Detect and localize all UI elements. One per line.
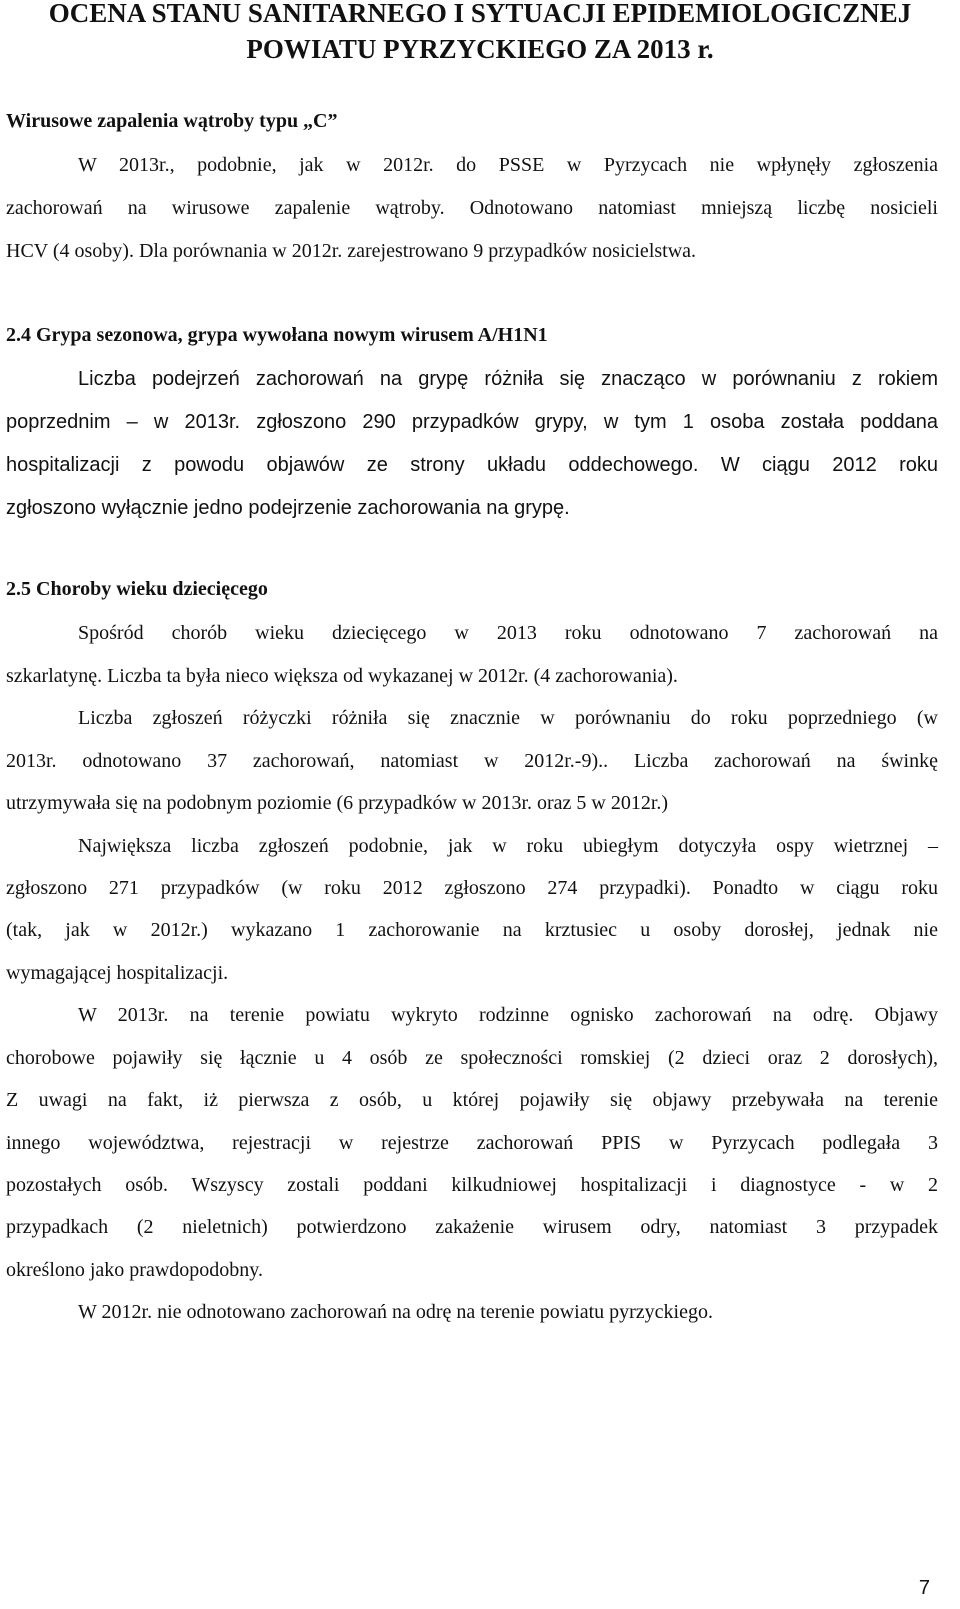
childhood-line-3: Liczba zgłoszeń różyczki różniła się znacznie w porównaniu do roku poprzedniego (w [78, 707, 938, 729]
childhood-line-5: utrzymywała się na podobnym poziomie (6 przypadków w 2013r. oraz 5 w 2012r.) [6, 792, 669, 814]
section-heading-flu: 2.4 Grypa sezonowa, grypa wywołana nowym wirusem A/H1N1 [6, 324, 548, 346]
hcv-line-2: zachorowań na wirusowe zapalenie wątroby. Odnotowano natomiast mniejszą liczbę nosicieli [6, 197, 938, 219]
childhood-line-14: pozostałych osób. Wszyscy zostali poddani kilkudniowej hospitalizacji i diagnostyce - w 2 [6, 1174, 938, 1196]
section-heading-hcv: Wirusowe zapalenia wątroby typu „C” [6, 110, 338, 132]
childhood-line-11: chorobowe pojawiły się łącznie u 4 osób ze społeczności romskiej (2 dzieci oraz 2 dorosłych), [6, 1047, 938, 1069]
flu-line-2: poprzednim – w 2013r. zgłoszono 290 przypadków grypy, w tym 1 osoba została poddana [6, 411, 938, 433]
childhood-line-2: szkarlatynę. Liczba ta była nieco większa od wykazanej w 2012r. (4 zachorowania). [6, 665, 678, 687]
childhood-line-13: innego województwa, rejestracji w rejestrze zachorowań PPIS w Pyrzycach podlegała 3 [6, 1132, 938, 1154]
hcv-line-3: HCV (4 osoby). Dla porównania w 2012r. zarejestrowano 9 przypadków nosicielstwa. [6, 240, 697, 262]
hcv-line-1: W 2013r., podobnie, jak w 2012r. do PSSE w Pyrzycach nie wpłynęły zgłoszenia [78, 154, 938, 176]
childhood-line-15: przypadkach (2 nieletnich) potwierdzono zakażenie wirusem odry, natomiast 3 przypadek [6, 1216, 938, 1238]
childhood-line-10: W 2013r. na terenie powiatu wykryto rodzinne ognisko zachorowań na odrę. Objawy [78, 1004, 938, 1026]
childhood-line-16: określono jako prawdopodobny. [6, 1259, 263, 1281]
childhood-line-4: 2013r. odnotowano 37 zachorowań, natomiast w 2012r.-9).. Liczba zachorowań na świnkę [6, 750, 938, 772]
flu-line-4: zgłoszono wyłącznie jedno podejrzenie zachorowania na grypę. [6, 497, 570, 519]
childhood-line-8: (tak, jak w 2012r.) wykazano 1 zachorowanie na krztusiec u osoby dorosłej, jednak nie [6, 919, 938, 941]
childhood-line-7: zgłoszono 271 przypadków (w roku 2012 zgłoszono 274 przypadki). Ponadto w ciągu roku [6, 877, 938, 899]
flu-line-3: hospitalizacji z powodu objawów ze strony układu oddechowego. W ciągu 2012 roku [6, 454, 938, 476]
flu-line-1: Liczba podejrzeń zachorowań na grypę różniła się znacząco w porównaniu z rokiem [78, 368, 938, 390]
header-title-line-1: OCENA STANU SANITARNEGO I SYTUACJI EPIDEMIOLOGICZNEJ [48, 0, 912, 28]
section-heading-childhood: 2.5 Choroby wieku dziecięcego [6, 578, 268, 600]
childhood-line-17: W 2012r. nie odnotowano zachorowań na odrę na terenie powiatu pyrzyckiego. [78, 1301, 713, 1323]
header-title-line-2: POWIATU PYRZYCKIEGO ZA 2013 r. [246, 34, 714, 64]
childhood-line-9: wymagającej hospitalizacji. [6, 962, 229, 984]
page-number: 7 [918, 1577, 930, 1599]
childhood-line-1: Spośród chorób wieku dziecięcego w 2013 roku odnotowano 7 zachorowań na [78, 622, 938, 644]
childhood-line-6: Największa liczba zgłoszeń podobnie, jak w roku ubiegłym dotyczyła ospy wietrznej – [78, 835, 938, 857]
document-header [0, 0, 960, 67]
childhood-line-12: Z uwagi na fakt, iż pierwsza z osób, u której pojawiły się objawy przebywała na terenie [6, 1089, 938, 1111]
